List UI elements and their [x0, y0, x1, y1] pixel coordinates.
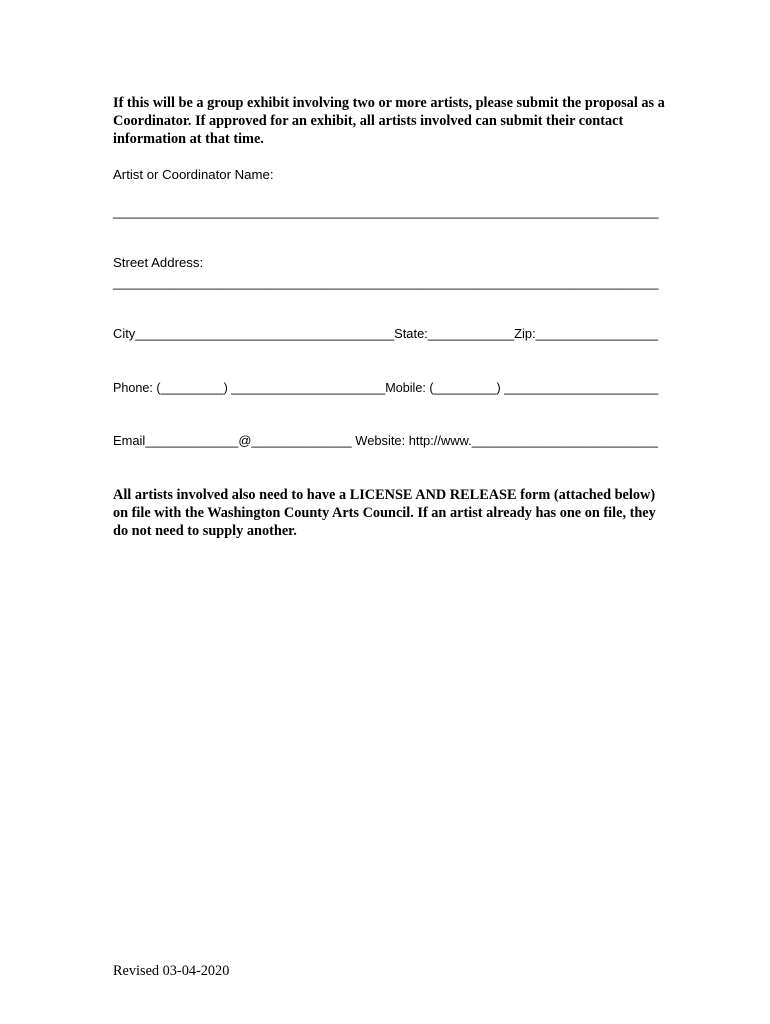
group-exhibit-instructions: If this will be a group exhibit involving two or more artists, please submit the proposal as a Coordinator. If approved for an exhibit, all artists involved can submit their contact information at that time. — [113, 95, 665, 147]
street-address-label: Street Address: — [113, 255, 204, 270]
email-website-fields[interactable]: Email_____________@______________ Website: http://www.__________________________ — [113, 433, 658, 448]
license-release-notice: All artists involved also need to have a LICENSE AND RELEASE form (attached below) on file with the Washington County Arts Council. If an artist already has one on file, they do not need to supply another. — [113, 487, 656, 539]
city-state-zip-fields[interactable]: City____________________________________State:____________Zip:_________________ — [113, 326, 658, 341]
revision-date: Revised 03-04-2020 — [113, 963, 230, 979]
street-address-field[interactable]: _______________________________________________________________________________ — [113, 275, 659, 290]
artist-name-label: Artist or Coordinator Name: — [113, 167, 274, 182]
artist-name-field[interactable]: _______________________________________________________________________________ — [113, 204, 659, 219]
phone-mobile-fields[interactable]: Phone: (_________) ______________________Mobile: (_________) ______________________ — [113, 380, 659, 395]
